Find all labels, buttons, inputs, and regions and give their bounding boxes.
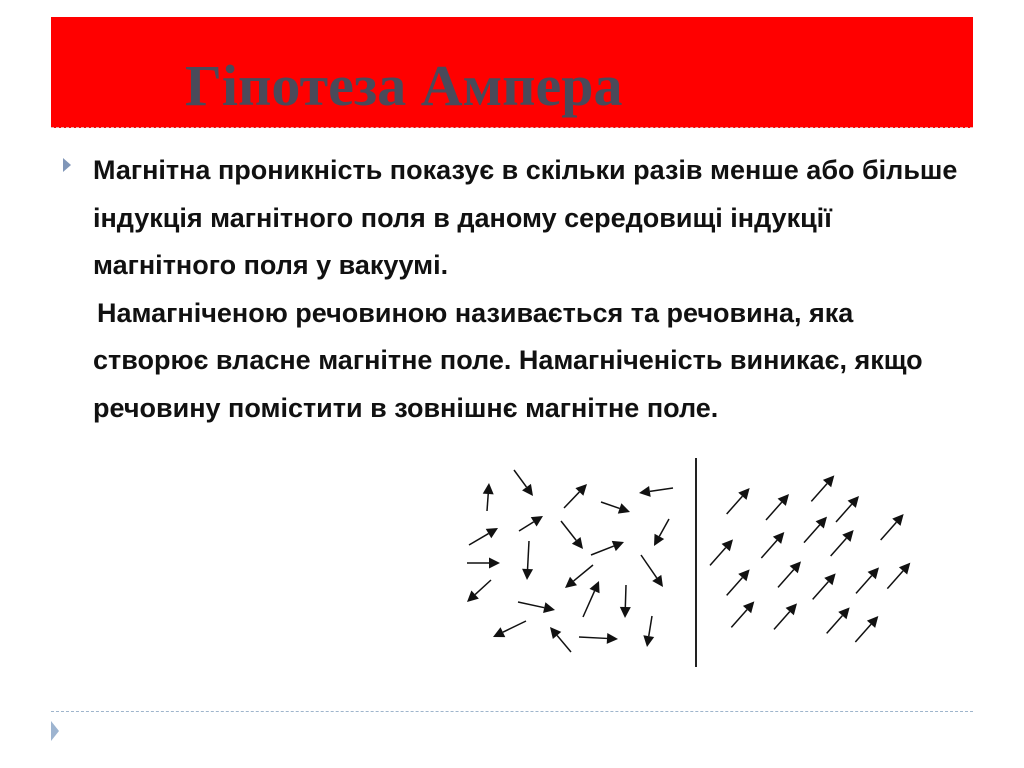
random-domain-arrow-icon — [601, 502, 630, 514]
triangle-nav-icon — [51, 721, 59, 741]
random-domain-arrow-icon — [579, 633, 618, 644]
random-domain-arrow-icon — [641, 555, 663, 587]
aligned-domain-arrow-icon — [731, 601, 754, 627]
random-domain-arrow-icon — [518, 602, 555, 613]
random-domain-arrow-icon — [483, 483, 494, 511]
random-domain-arrow-icon — [467, 558, 500, 569]
aligned-domain-arrow-icon — [811, 475, 834, 501]
random-domain-arrow-icon — [654, 519, 669, 546]
paragraph-magnetized: Намагніченою речовиною називається та речовина, яка створює власне магнітне поле. Намагніченість виникає, якщо речовину помістити в зовнішнє магнітне поле. — [93, 297, 923, 423]
aligned-domain-arrow-icon — [761, 532, 784, 558]
aligned-domain-arrow-icon — [856, 567, 879, 593]
random-domain-arrow-icon — [561, 521, 583, 549]
slide-title: Гіпотеза Ампера — [185, 53, 623, 118]
random-domain-arrow-icon — [493, 621, 526, 637]
random-domain-arrow-icon — [643, 616, 654, 647]
aligned-domain-arrow-icon — [804, 517, 827, 543]
aligned-domain-arrow-icon — [827, 607, 850, 633]
random-domain-arrow-icon — [620, 585, 631, 618]
random-domain-arrow-icon — [467, 580, 491, 602]
aligned-domain-arrow-icon — [836, 496, 859, 522]
aligned-domain-arrow-icon — [774, 603, 797, 629]
aligned-domain-arrow-icon — [766, 494, 789, 520]
random-domain-arrow-icon — [565, 565, 593, 588]
random-domain-arrow-icon — [639, 486, 673, 497]
aligned-domain-arrow-icon — [855, 616, 878, 642]
random-domain-arrow-icon — [522, 541, 533, 580]
random-domain-arrow-icon — [583, 581, 600, 617]
aligned-domain-arrow-icon — [778, 561, 801, 587]
random-domain-arrow-icon — [550, 627, 571, 652]
random-domain-arrow-icon — [519, 516, 543, 531]
random-domain-arrow-icon — [469, 528, 498, 545]
random-domain-arrow-icon — [514, 470, 533, 496]
random-domain-arrow-icon — [564, 484, 587, 508]
random-domain-arrow-icon — [591, 541, 624, 555]
aligned-domain-arrow-icon — [887, 563, 910, 589]
footer-divider — [51, 711, 973, 712]
aligned-domain-arrow-icon — [727, 488, 750, 514]
aligned-domain-arrow-icon — [831, 530, 854, 556]
aligned-domain-arrow-icon — [813, 573, 836, 599]
paragraph-permeability: Магнітна проникність показує в скільки разів менше або більше індукція магнітного поля в даному середовищі індукції магнітного поля у вакуумі. — [93, 155, 958, 280]
aligned-domain-arrow-icon — [881, 514, 904, 540]
aligned-domain-arrow-icon — [727, 569, 750, 595]
aligned-domain-arrow-icon — [710, 539, 733, 565]
